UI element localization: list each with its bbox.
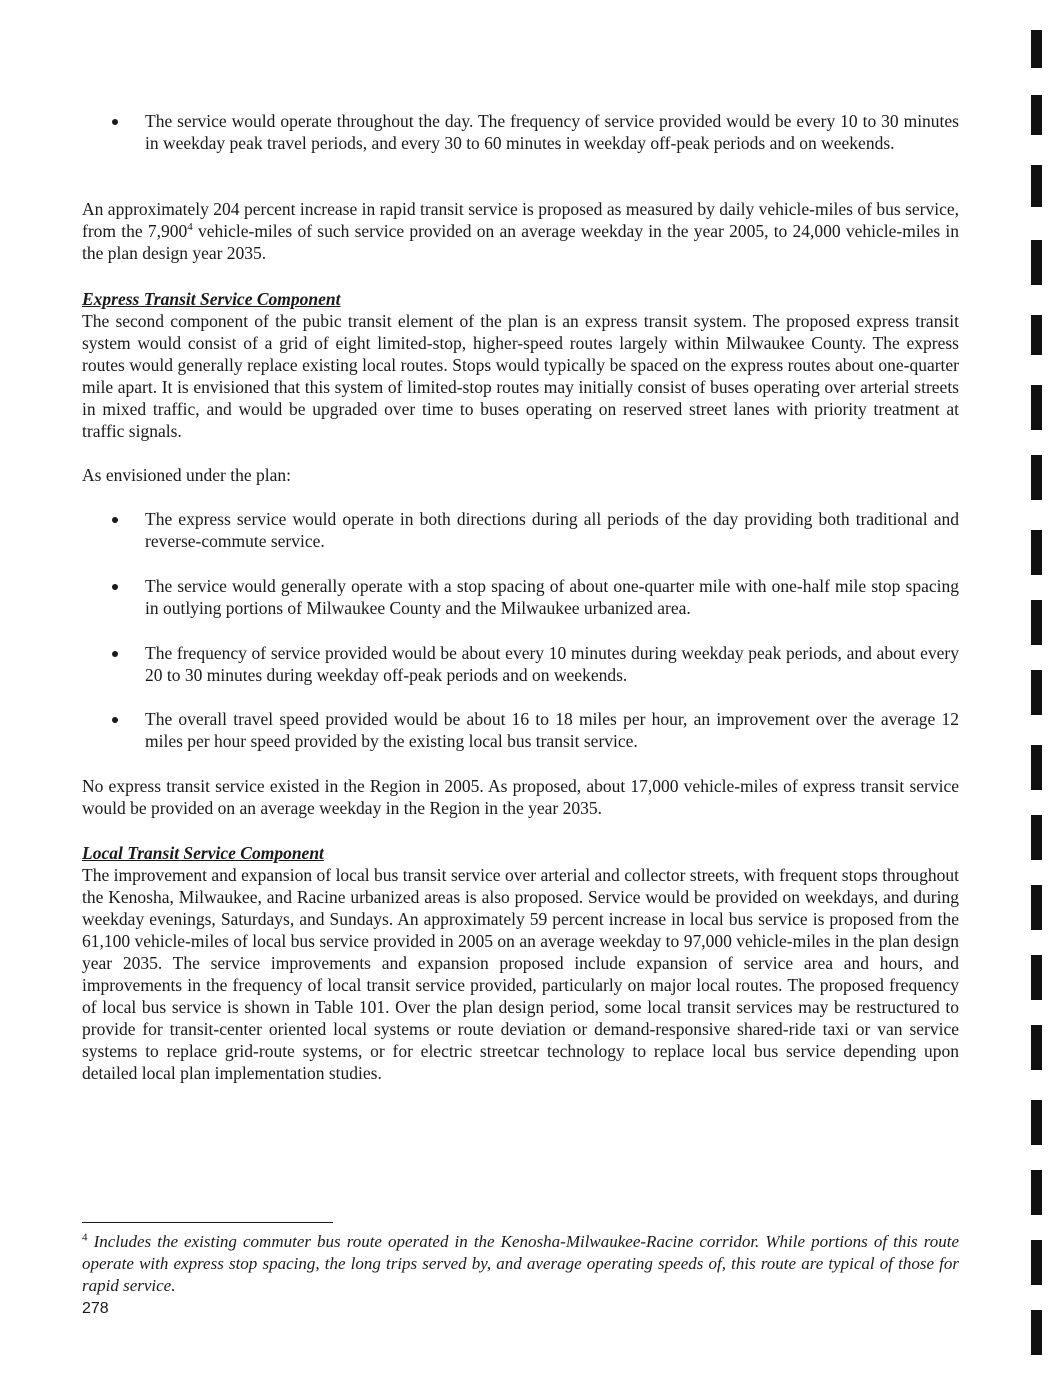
- rapid-transit-paragraph: [82, 198, 959, 264]
- binding-mark: [1031, 30, 1042, 68]
- binding-edge: [1031, 0, 1051, 1379]
- binding-mark: [1031, 1310, 1042, 1355]
- binding-mark: [1031, 815, 1042, 860]
- local-section: [82, 842, 959, 1084]
- bullet-text: The express service would operate in both directions during all periods of the day providing both traditional and reverse-commute service.: [145, 509, 959, 551]
- bullet-icon: [112, 651, 118, 657]
- footnote-text: Includes the existing commuter bus route operated in the Kenosha-Milwaukee-Racine corridor. While portions of this route operate with express stop spacing, the long trips served by, and average operating speeds of, this route are typical of those for rapid service.: [82, 1232, 959, 1295]
- binding-mark: [1031, 1025, 1042, 1070]
- paragraph-text: No express transit service existed in the Region in 2005. As proposed, about 17,000 vehicle-miles of express transit service would be provided on an average weekday in the Region in the year 2035.: [82, 776, 959, 818]
- express-intro: [82, 464, 959, 486]
- binding-mark: [1031, 315, 1042, 355]
- footnote: [82, 1231, 959, 1297]
- binding-mark: [1031, 240, 1042, 285]
- footnote-divider: [82, 1222, 333, 1223]
- footnote-reference: 4: [187, 221, 193, 234]
- list-item: [82, 642, 959, 686]
- bullet-icon: [112, 119, 118, 125]
- bullet-text: The service would generally operate with a stop spacing of about one-quarter mile with one-half mile stop spacing in outlying portions of Milwaukee County and the Milwaukee urbanized area.: [145, 576, 959, 618]
- list-item: [82, 508, 959, 552]
- express-section: [82, 288, 959, 442]
- bullet-icon: [112, 584, 118, 590]
- paragraph-text: As envisioned under the plan:: [82, 465, 291, 485]
- binding-mark: [1031, 530, 1042, 575]
- binding-mark: [1031, 600, 1042, 645]
- bullet-icon: [112, 517, 118, 523]
- list-item: [82, 708, 959, 752]
- bullet-text: The service would operate throughout the day. The frequency of service provided would be every 10 to 30 minutes in weekday peak travel periods, and every 30 to 60 minutes in weekday off-peak periods and on weekends.: [145, 111, 959, 153]
- page-number: 278: [82, 1300, 109, 1317]
- binding-mark: [1031, 385, 1042, 430]
- bullet-text: The frequency of service provided would be about every 10 minutes during weekday peak periods, and about every 20 to 30 minutes during weekday off-peak periods and on weekends.: [145, 643, 959, 685]
- paragraph-text: The second component of the pubic transit element of the plan is an express transit system. The proposed express transit system would consist of a grid of eight limited-stop, higher-speed routes largely within Milwaukee County. The express routes would generally replace existing local routes. Stops would typically be spaced on the express routes about one-quarter mile apart. It is envisioned that this system of limited-stop routes may initially consist of buses operating over arterial streets in mixed traffic, and would be upgraded over time to buses operating on reserved street lanes with priority treatment at traffic signals.: [82, 311, 959, 441]
- binding-mark: [1031, 95, 1042, 135]
- binding-mark: [1031, 955, 1042, 1000]
- binding-mark: [1031, 885, 1042, 930]
- binding-mark: [1031, 1170, 1042, 1215]
- binding-mark: [1031, 165, 1042, 207]
- paragraph-text: An approximately 204 percent increase in rapid transit service is proposed as measured by daily vehicle-miles of bus service, from the 7,900: [82, 199, 959, 241]
- bullet-text: The overall travel speed provided would be about 16 to 18 miles per hour, an improvement over the average 12 miles per hour speed provided by the existing local bus transit service.: [145, 709, 959, 751]
- list-item: [82, 575, 959, 619]
- binding-mark: [1031, 1240, 1042, 1285]
- binding-mark: [1031, 1100, 1042, 1145]
- express-closing-paragraph: [82, 775, 959, 819]
- bullet-icon: [112, 717, 118, 723]
- binding-mark: [1031, 455, 1042, 500]
- footnote-number: 4: [82, 1231, 88, 1244]
- binding-mark: [1031, 745, 1042, 790]
- binding-mark: [1031, 670, 1042, 715]
- list-item: [82, 110, 959, 154]
- section-heading: Local Transit Service Component: [82, 843, 324, 863]
- paragraph-text: The improvement and expansion of local bus transit service over arterial and collector streets, with frequent stops throughout the Kenosha, Milwaukee, and Racine urbanized areas is also proposed. Service would be provided on weekdays, and during weekday evenings, Saturdays, and Sundays. An approximately 59 percent increase in local bus service is proposed from the 61,100 vehicle-miles of local bus service provided in 2005 on an average weekday to 97,000 vehicle-miles in the plan design year 2035. The service improvements and expansion proposed include expansion of service area and hours, and improvements in the frequency of local transit service provided, particularly on major local routes. The proposed frequency of local bus service is shown in Table 101. Over the plan design period, some local transit services may be restructured to provide for transit-center oriented local systems or route deviation or demand-responsive shared-ride taxi or van service systems to replace grid-route systems, or for electric streetcar technology to replace local bus service depending upon detailed local plan implementation studies.: [82, 865, 959, 1083]
- paragraph-text: vehicle-miles of such service provided on an average weekday in the year 2005, to 24,000 vehicle-miles in the plan design year 2035.: [82, 221, 959, 263]
- section-heading: Express Transit Service Component: [82, 289, 341, 309]
